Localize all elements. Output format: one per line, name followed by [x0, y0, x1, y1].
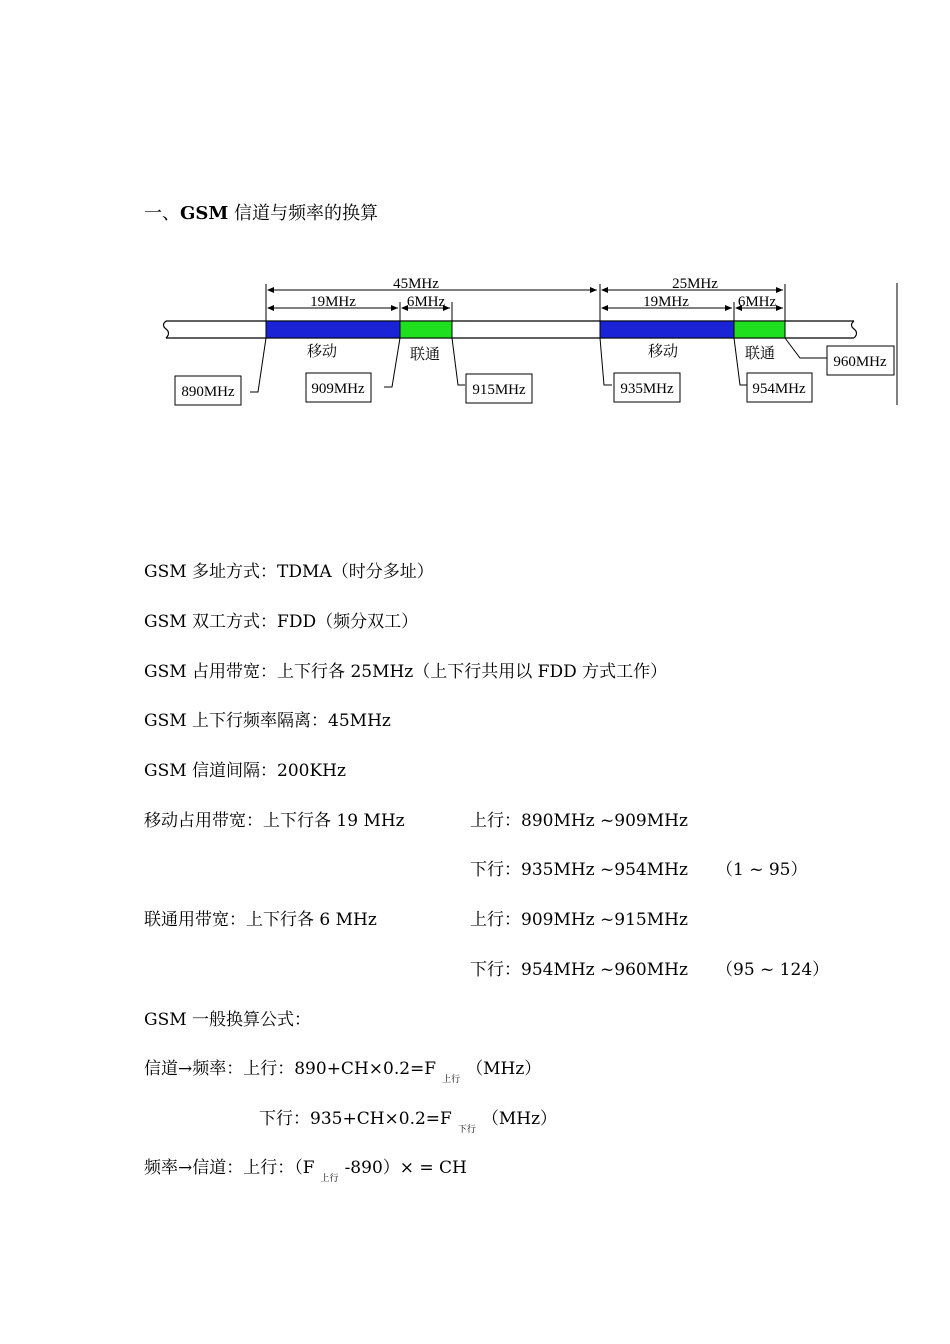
unicom-bandwidth-line: 联通用带宽：上下行各 6 MHz	[144, 910, 377, 930]
ch2f-up-unit: （MHz）	[466, 1059, 542, 1079]
channel-spacing-line: GSM 信道间隔：200KHz	[144, 761, 346, 781]
heading-rest: 信道与频率的换算	[228, 203, 379, 224]
unicom-channel-range: （95 ~ 124）	[716, 960, 830, 980]
freq-box-915: 915MHz	[472, 382, 526, 398]
span-label-6b: 6MHz	[737, 294, 777, 310]
span-label-6a: 6MHz	[406, 294, 446, 310]
span-label-19b: 19MHz	[643, 294, 689, 310]
ch2f-down-unit: （MHz）	[481, 1109, 558, 1129]
f2ch-sub: 上行	[320, 1174, 339, 1184]
access-method-line: GSM 多址方式：TDMA（时分多址）	[144, 562, 434, 582]
segment-unicom-down	[734, 321, 785, 338]
span-label-45: 45MHz	[393, 276, 439, 292]
mobile-uplink-range: 上行：890MHz ~909MHz	[470, 811, 688, 831]
operator-label-mobile-2: 移动	[647, 344, 679, 360]
ch2f-up-text: 信道→频率：上行：890+CH×0.2=F	[144, 1059, 437, 1079]
operator-label-mobile-1: 移动	[306, 344, 338, 360]
span-label-25: 25MHz	[672, 276, 718, 292]
operator-label-unicom-1: 联通	[409, 347, 441, 363]
span-label-19a: 19MHz	[310, 294, 356, 310]
mobile-channel-range: （1 ~ 95）	[716, 860, 808, 880]
mobile-bandwidth-line: 移动占用带宽：上下行各 19 MHz	[144, 811, 405, 831]
segment-mobile-up	[266, 321, 400, 338]
ch2f-down-sub: 下行	[457, 1125, 476, 1135]
freq-to-channel-uplink	[144, 1156, 467, 1191]
f2ch-text: 频率→信道：上行：（F	[144, 1158, 315, 1178]
segment-unicom-up	[400, 321, 452, 338]
f2ch-rest: -890）× = CH	[344, 1158, 467, 1178]
separation-line: GSM 上下行频率隔离：45MHz	[144, 711, 391, 731]
freq-box-909: 909MHz	[311, 381, 365, 397]
ch2f-up-sub: 上行	[442, 1075, 461, 1085]
freq-box-960: 960MHz	[833, 354, 887, 370]
channel-to-freq-uplink	[144, 1057, 541, 1092]
mobile-downlink-range: 下行：935MHz ~954MHz	[470, 860, 688, 880]
freq-box-890: 890MHz	[181, 384, 235, 400]
ch2f-down-text: 下行：935+CH×0.2=F	[259, 1109, 452, 1129]
unicom-downlink-range: 下行：954MHz ~960MHz	[470, 960, 688, 980]
channel-to-freq-downlink	[259, 1107, 557, 1142]
bandwidth-line: GSM 占用带宽：上下行各 25MHz（上下行共用以 FDD 方式工作）	[144, 662, 668, 682]
unicom-uplink-range: 上行：909MHz ~915MHz	[470, 910, 688, 930]
heading-prefix: 一、	[144, 203, 180, 224]
duplex-method-line: GSM 双工方式：FDD（频分双工）	[144, 612, 419, 632]
segment-mobile-down	[600, 321, 734, 338]
freq-box-954: 954MHz	[752, 381, 806, 397]
heading-bold: GSM	[180, 203, 229, 224]
operator-label-unicom-2: 联通	[744, 346, 776, 362]
formula-title: GSM 一般换算公式：	[144, 1010, 312, 1030]
frequency-band-diagram	[0, 0, 950, 420]
freq-box-935: 935MHz	[620, 381, 674, 397]
